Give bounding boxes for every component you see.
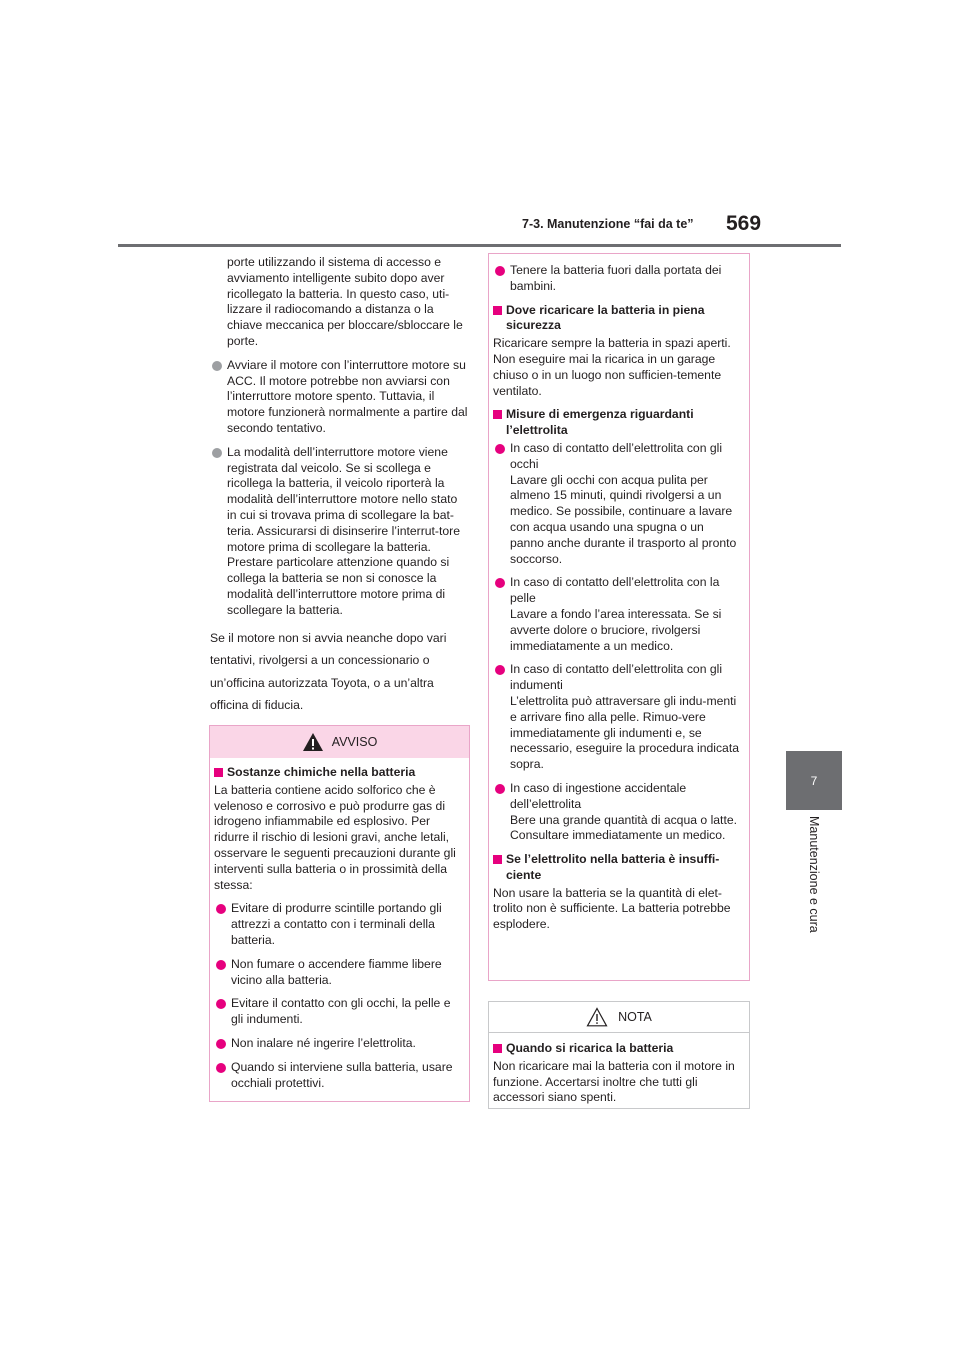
bullet-dot-icon: [216, 960, 226, 970]
warning-box-continued: [488, 253, 750, 981]
bullet-dot-icon: [212, 361, 222, 371]
chapter-title: [786, 816, 842, 966]
note-header: [489, 1002, 749, 1033]
list-item: In caso di ingestione accidentale dell’elettrolita Bere una grande quantità di acqua o latte. Consultare immediatamente un medico.: [493, 781, 739, 844]
list-item: Evitare di produrre scintille portando gli attrezzi a contatto con i terminali della batteria.: [214, 901, 459, 948]
bullet-dot-icon: [216, 904, 226, 914]
list-item: In caso di contatto dell’elettrolita con gli indumenti L’elettrolita può attraversare gli indu-menti e arrivare fino alla pelle. Rimuo-vere immediatamente gli indumenti e, se necessario, eseguire la procedura indicata sopra.: [493, 662, 739, 773]
list-item: In caso di contatto dell’elettrolita con la pelle Lavare a fondo l’area interessata. Se si avverte dolore o bruciore, rivolgersi immediatamente a un medico.: [493, 575, 739, 654]
bullet-dot-icon: [212, 448, 222, 458]
list-item: In caso di contatto dell’elettrolita con gli occhi Lavare gli occhi con acqua pulita per almeno 15 minuti, quindi rivolgersi a un medico. Se possibile, continuare a lavare con acqua usando una spugna o un panno anche durante il trasporto al pronto soccorso.: [493, 441, 739, 567]
bullet-dot-icon: [495, 578, 505, 588]
square-bullet-icon: [493, 306, 502, 315]
chapter-tab[interactable]: [786, 751, 842, 810]
continuation-paragraph: porte utilizzando il sistema di accesso e avviamento intelligente subito dopo aver ricollegato la batteria. In questo caso, uti-lizzare il radiocomando a distanza o la chiave meccanica per bloccare/sbloccare le porte.: [227, 255, 463, 348]
section-heading: Quando si ricarica la batteria: [493, 1041, 739, 1057]
square-bullet-icon: [214, 768, 223, 777]
warning-box: [209, 725, 470, 1102]
warning-triangle-icon: [302, 732, 324, 752]
note-box: [488, 1001, 750, 1109]
note-title: NOTA: [618, 1010, 652, 1024]
closing-line: Se il motore non si avvia neanche dopo vari: [210, 630, 447, 645]
bullet-dot-icon: [216, 1039, 226, 1049]
section-text: Non usare la batteria se la quantità di elet-trolito non è sufficiente. La batteria potrebbe esplodere.: [493, 885, 731, 932]
bullet-dot-icon: [216, 1063, 226, 1073]
note-body: [489, 1033, 749, 1120]
closing-line: officina di fiducia.: [210, 698, 304, 713]
list-item: Tenere la batteria fuori dalla portata dei bambini.: [493, 263, 739, 295]
bullet-dot-icon: [495, 266, 505, 276]
closing-line: tentativi, rivolgersi a un concessionario o: [210, 653, 430, 668]
section-title: 7-3. Manutenzione “fai da te”: [522, 217, 694, 231]
note-text: Non ricaricare mai la batteria con il motore in funzione. Accertarsi inoltre che tutti gli accessori siano spenti.: [493, 1058, 735, 1105]
list-item: La modalità dell’interruttore motore viene registrata dal veicolo. Se si scollega e ricollega la batteria, il veicolo riporterà la modalità dell’interruttore motore nello stato in cui si trovava prima di scollegare la bat-teria. Assicurarsi di disinserire l’interrut-tore motore prima di scollegare la batteria. Prestare particolare attenzione quando si collega la batteria se non si conosce la modalità dell’interruttore motore prima di scollegare la batteria.: [210, 445, 468, 619]
square-bullet-icon: [493, 855, 502, 864]
closing-line: un’officina autorizzata Toyota, o a un’altra: [210, 675, 434, 690]
list-item: Quando si interviene sulla batteria, usare occhiali protettivi.: [214, 1060, 459, 1092]
bullet-dot-icon: [495, 784, 505, 794]
list-item: Evitare il contatto con gli occhi, la pelle e gli indumenti.: [214, 996, 459, 1028]
section-text: Ricaricare sempre la batteria in spazi aperti. Non eseguire mai la ricarica in un garage chiuso o in un luogo non sufficien-temente ventilato.: [493, 336, 731, 398]
left-column: [210, 255, 468, 717]
square-bullet-icon: [493, 410, 502, 419]
bullet-dot-icon: [495, 665, 505, 675]
page-number: 569: [726, 212, 762, 235]
warning-continued-body: [489, 254, 749, 947]
chapter-title-text: Manutenzione e cura: [807, 816, 821, 933]
bullet-dot-icon: [495, 444, 505, 454]
header-rule: [118, 244, 841, 247]
warning-intro: La batteria contiene acido solforico che è velenoso e corrosivo e può produrre gas di idrogeno infiammabile ed esplosivo. Per ridurre il rischio di lesioni gravi, anche letali, osservare le seguenti precauzioni durante gli interventi sulla batteria o in prossimità della stessa:: [214, 782, 456, 892]
warning-header: [210, 726, 469, 758]
section-heading: Se l’elettrolito nella batteria è insuffi-ciente: [493, 852, 739, 884]
section-heading: Sostanze chimiche nella batteria: [214, 765, 459, 781]
list-item: Avviare il motore con l’interruttore motore su ACC. Il motore potrebbe non avviarsi con l’interruttore motore spento. Tuttavia, il motore funzionerà normalmente a partire dal secondo tentativo.: [210, 358, 468, 437]
list-item: Non inalare né ingerire l’elettrolita.: [214, 1036, 459, 1052]
section-heading: Dove ricaricare la batteria in piena sicurezza: [493, 303, 739, 335]
square-bullet-icon: [493, 1044, 502, 1053]
warning-body: [210, 758, 469, 1105]
warning-title: AVVISO: [331, 735, 378, 749]
chapter-number: 7: [810, 773, 818, 788]
bullet-dot-icon: [216, 999, 226, 1009]
list-item: Non fumare o accendere fiamme libere vicino alla batteria.: [214, 957, 459, 989]
section-heading: Misure di emergenza riguardanti l’elettrolita: [493, 407, 739, 439]
caution-triangle-icon: [586, 1007, 608, 1027]
